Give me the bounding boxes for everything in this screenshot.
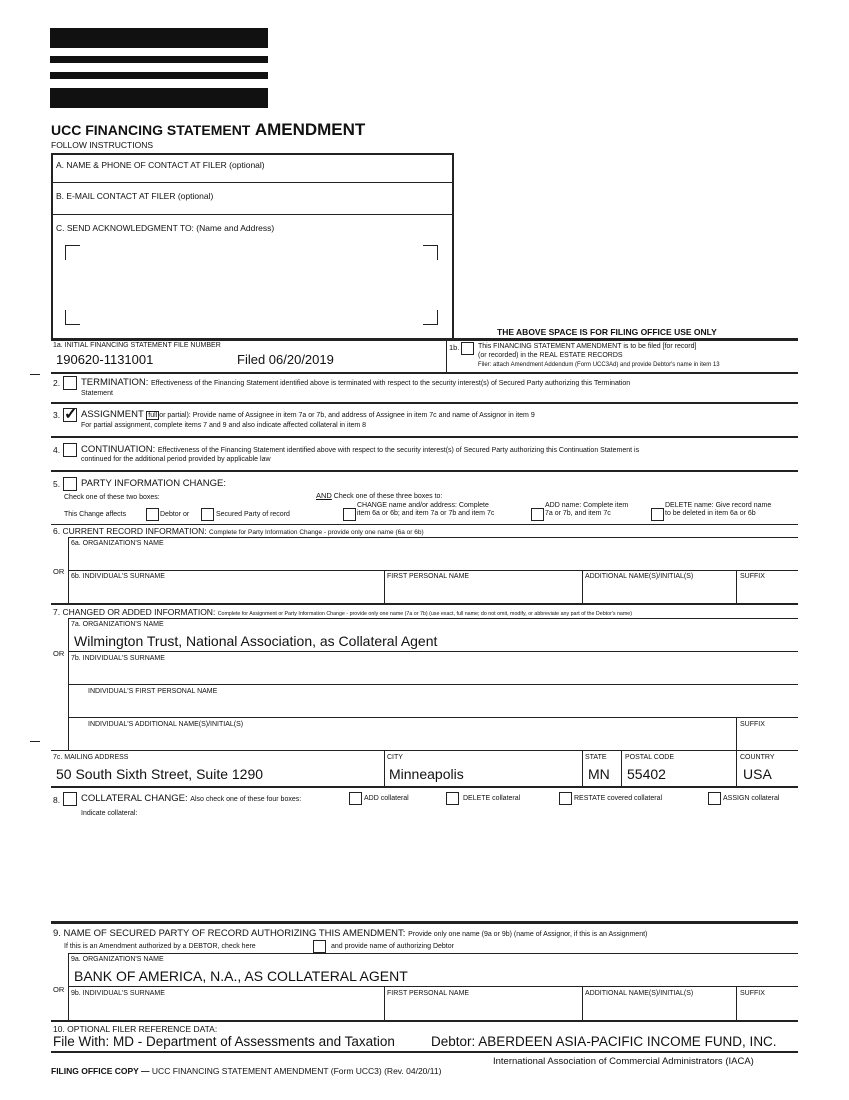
filing-office-space: THE ABOVE SPACE IS FOR FILING OFFICE USE ONLY (497, 327, 717, 337)
filed-date: Filed 06/20/2019 (237, 352, 334, 367)
debtor-checkbox[interactable] (146, 508, 159, 521)
6-additional-label: ADDITIONAL NAME(S)/INITIAL(S) (585, 573, 694, 580)
bracket-tl (65, 245, 80, 260)
follow-instructions: FOLLOW INSTRUCTIONS (51, 140, 154, 150)
9-suffix-label: SUFFIX (740, 990, 765, 997)
country-label: COUNTRY (740, 754, 775, 761)
footer-left: FILING OFFICE COPY — UCC FINANCING STATEMENT AMENDMENT (Form UCC3) (Rev. 04/20/11) (51, 1066, 442, 1076)
delete-name-label: DELETE name: Give record name (665, 502, 772, 509)
debtor-label: Debtor or (160, 511, 190, 518)
s3-num: 3. (53, 410, 61, 420)
s9-title: 9. NAME OF SECURED PARTY OF RECORD AUTHORIZING THIS AMENDMENT: Provide only one name (9a or 9b) (name of Assignor, if this is an Assignment) (53, 928, 648, 939)
restate-collateral-checkbox[interactable] (559, 792, 572, 805)
7b-label: 7b. INDIVIDUAL'S SURNAME (71, 655, 165, 662)
termination-checkbox[interactable] (63, 376, 77, 390)
continuation-text2: continued for the additional period provided by applicable law (81, 456, 271, 463)
add-collateral-checkbox[interactable] (349, 792, 362, 805)
delete-name-checkbox[interactable] (651, 508, 664, 521)
7a-value: Wilmington Trust, National Association, as Collateral Agent (74, 633, 438, 649)
9a-label: 9a. ORGANIZATION'S NAME (71, 956, 164, 963)
s6-title: 6. CURRENT RECORD INFORMATION: Complete for Party Information Change - provide only one name (6a or 6b) (53, 526, 424, 536)
6-suffix-label: SUFFIX (740, 573, 765, 580)
assignment-checkbox[interactable] (63, 408, 77, 422)
barcode-bar-2 (50, 56, 268, 63)
7-additional-label: INDIVIDUAL'S ADDITIONAL NAME(S)/INITIAL(S) (88, 721, 244, 728)
postal-label: POSTAL CODE (625, 754, 675, 761)
debtor-authorized-checkbox[interactable] (313, 940, 326, 953)
9b-label: 9b. INDIVIDUAL'S SURNAME (71, 990, 165, 997)
form-title: UCC FINANCING STATEMENT AMENDMENT (51, 120, 366, 139)
s2-num: 2. (53, 378, 61, 388)
add-name-checkbox[interactable] (531, 508, 544, 521)
6-or: OR (53, 567, 65, 576)
assign-collateral-label: ASSIGN collateral (723, 795, 780, 802)
1b-line2: (or recorded) in the REAL ESTATE RECORDS (478, 352, 623, 359)
A-label: A. NAME & PHONE OF CONTACT AT FILER (optional) (56, 160, 265, 170)
barcode-bar-4 (50, 88, 268, 108)
s8-num: 8. (53, 795, 61, 805)
7c-label: 7c. MAILING ADDRESS (53, 754, 129, 761)
bracket-bl (65, 310, 80, 325)
1b-line3: Filer: attach Amendment Addendum (Form UCC3Ad) and provide Debtor's name in item 13 (478, 362, 720, 368)
state-label: STATE (585, 754, 607, 761)
footer-right: International Association of Commercial Administrators (IACA) (493, 1056, 754, 1067)
6b-label: 6b. INDIVIDUAL'S SURNAME (71, 573, 165, 580)
1b-checkbox[interactable] (461, 342, 474, 355)
secured-party-checkbox[interactable] (201, 508, 214, 521)
add-collateral-label: ADD collateral (364, 795, 409, 802)
bracket-tr (423, 245, 438, 260)
10-label: 10. OPTIONAL FILER REFERENCE DATA: (53, 1024, 218, 1034)
delete-collateral-label: DELETE collateral (463, 795, 521, 802)
s9-debtor-line2: and provide name of authorizing Debtor (331, 943, 454, 950)
state-value: MN (588, 766, 610, 782)
delete-collateral-checkbox[interactable] (446, 792, 459, 805)
termination-text2: Statement (81, 390, 113, 397)
barcode-bar-3 (50, 72, 268, 79)
7-or: OR (53, 649, 65, 658)
bracket-br (423, 310, 438, 325)
add-name-label2: 7a or 7b, and item 7c (545, 510, 611, 517)
assignment-text: ASSIGNMENT full or partial): Provide name of Assignee in item 7a or 7b, and address of Assignee in item 7c and name of Assignor in item 9 (81, 409, 535, 420)
7c-value: 50 South Sixth Street, Suite 1290 (56, 766, 264, 782)
1b-num: 1b. (449, 343, 460, 352)
file-with: File With: MD - Department of Assessments and Taxation (53, 1034, 395, 1049)
7-suffix-label: SUFFIX (740, 721, 765, 728)
restate-collateral-label: RESTATE covered collateral (574, 795, 663, 802)
check-one-two: Check one of these two boxes: (64, 494, 160, 501)
1a-label: 1a. INITIAL FINANCING STATEMENT FILE NUMBER (53, 342, 221, 349)
s5-num: 5. (53, 479, 61, 489)
6a-label: 6a. ORGANIZATION'S NAME (71, 540, 164, 547)
file-number: 190620-1131001 (56, 352, 154, 367)
9-first-label: FIRST PERSONAL NAME (387, 990, 470, 997)
barcode-bar-1 (50, 28, 268, 48)
change-name-label: CHANGE name and/or address: Complete (357, 502, 489, 509)
assign-collateral-checkbox[interactable] (708, 792, 721, 805)
9a-value: BANK OF AMERICA, N.A., AS COLLATERAL AGENT (74, 968, 408, 984)
C-label: C. SEND ACKNOWLEDGMENT TO: (Name and Address) (56, 223, 275, 233)
add-name-label: ADD name: Complete item (545, 502, 629, 509)
this-change-affects: This Change affects (64, 511, 127, 518)
change-name-label2: item 6a or 6b; and item 7a or 7b and item 7c (357, 510, 495, 517)
assignment-text2: For partial assignment, complete items 7 and 9 and also indicate affected collateral in item 8 (81, 422, 367, 429)
termination-text: TERMINATION: Effectiveness of the Financing Statement identified above is terminated with respect to the security interest(s) of Secured Party authorizing this Termination (81, 377, 631, 388)
indicate-collateral: Indicate collateral: (81, 810, 138, 817)
continuation-text: CONTINUATION: Effectiveness of the Financing Statement identified above with respect to the security interest(s) of Secured Party authorizing this Continuation Statement is (81, 444, 640, 455)
9-or: OR (53, 985, 65, 994)
collateral-change-title: COLLATERAL CHANGE: Also check one of these four boxes: (81, 793, 302, 804)
1b-line1: This FINANCING STATEMENT AMENDMENT is to be filed [for record] (478, 343, 697, 350)
party-change-title: PARTY INFORMATION CHANGE: (81, 478, 226, 489)
and-check: AND Check one of these three boxes to: (316, 491, 443, 500)
s7-title: 7. CHANGED OR ADDED INFORMATION: Complete for Assignment or Party Information Change - provide only one name (7a or 7b) (use exact, full name; do not omit, modify, or abbreviate any part of the Debtor's name) (53, 607, 632, 617)
city-label: CITY (387, 754, 403, 761)
collateral-change-checkbox[interactable] (63, 792, 77, 806)
change-name-checkbox[interactable] (343, 508, 356, 521)
7-first-label: INDIVIDUAL'S FIRST PERSONAL NAME (88, 688, 218, 695)
checkmark-icon: ✓ (64, 406, 78, 423)
continuation-checkbox[interactable] (63, 443, 77, 457)
debtor-ref: Debtor: ABERDEEN ASIA-PACIFIC INCOME FUND, INC. (431, 1034, 777, 1049)
9-additional-label: ADDITIONAL NAME(S)/INITIAL(S) (585, 990, 694, 997)
city-value: Minneapolis (389, 766, 464, 782)
delete-name-label2: to be deleted in item 6a or 6b (665, 510, 756, 517)
B-label: B. E-MAIL CONTACT AT FILER (optional) (56, 191, 214, 201)
postal-value: 55402 (627, 766, 666, 782)
country-value: USA (743, 766, 772, 782)
s4-num: 4. (53, 445, 61, 455)
party-change-checkbox[interactable] (63, 477, 77, 491)
6-first-label: FIRST PERSONAL NAME (387, 573, 470, 580)
secured-party-label: Secured Party of record (216, 511, 290, 518)
7a-label: 7a. ORGANIZATION'S NAME (71, 621, 164, 628)
s9-debtor-line: If this is an Amendment authorized by a DEBTOR, check here (64, 943, 256, 950)
